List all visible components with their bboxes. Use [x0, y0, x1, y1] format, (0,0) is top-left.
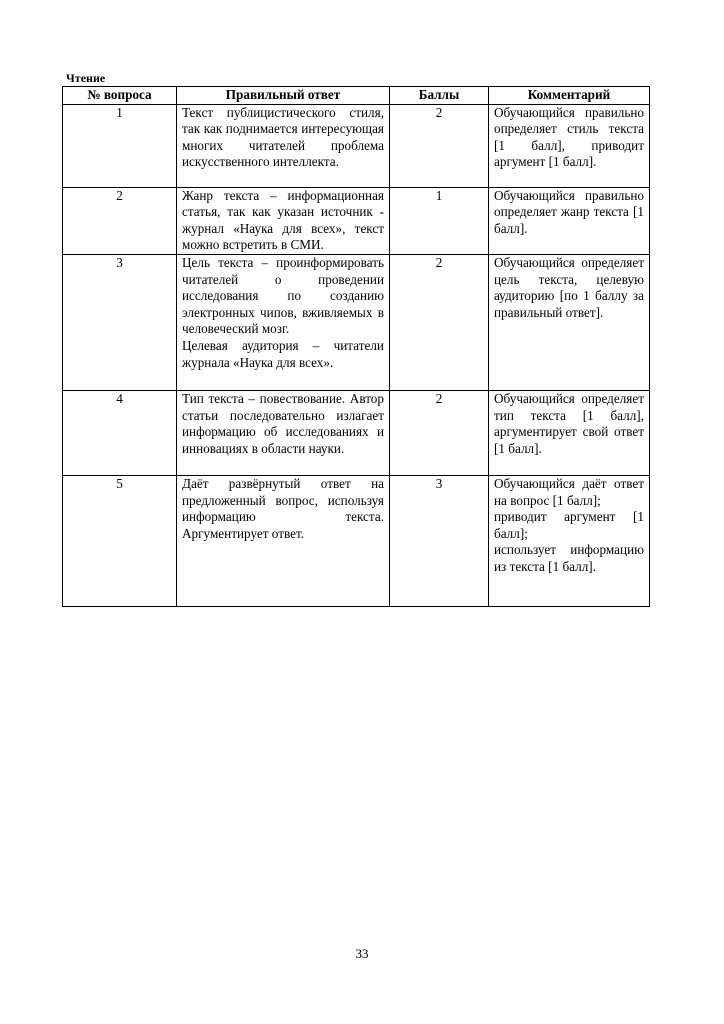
header-points: Баллы [390, 87, 489, 105]
comment-line: приводит аргумент [1 балл]; [494, 509, 644, 541]
answers-table [62, 86, 650, 607]
question-number: 2 [63, 187, 177, 254]
comment: Обучающийся определяет цель текста, целевую аудиторию [по 1 баллу за правильный ответ]. [489, 254, 650, 390]
question-number: 3 [63, 254, 177, 390]
points: 3 [390, 475, 489, 606]
question-number: 4 [63, 390, 177, 475]
comment: Обучающийся правильно определяет жанр текста [1 балл]. [489, 187, 650, 254]
points: 2 [390, 254, 489, 390]
correct-answer: Текст публицистического стиля, так как поднимается интересующая многих читателей проблема искусственного интеллекта. [177, 104, 390, 187]
comment [489, 475, 650, 606]
table-row [63, 390, 650, 475]
correct-answer: Даёт развёрнутый ответ на предложенный вопрос, используя информацию текста. Аргументирует ответ. [177, 475, 390, 606]
answer-paragraph: Цель текста – проинформировать читателей о проведении исследования по созданию электронных чипов, вживляемых в человеческий мозг. [182, 254, 384, 337]
page-number: 33 [355, 946, 369, 961]
table-row [63, 187, 650, 254]
header-comment: Комментарий [489, 87, 650, 105]
table-header-row [63, 87, 650, 105]
correct-answer: Жанр текста – информационная статья, так как указан источник - журнал «Наука для всех», текст можно встретить в СМИ. [177, 187, 390, 254]
points: 2 [390, 390, 489, 475]
comment-line: Обучающийся даёт ответ на вопрос [1 балл]; [494, 475, 644, 508]
correct-answer: Тип текста – повествование. Автор статьи последовательно излагает информацию об исследованиях и инновациях в области науки. [177, 390, 390, 475]
correct-answer [177, 254, 390, 390]
table-row [63, 475, 650, 606]
table-row [63, 104, 650, 187]
header-question-number: № вопроса [63, 87, 177, 105]
question-number: 1 [63, 104, 177, 187]
points: 1 [390, 187, 489, 254]
header-correct-answer: Правильный ответ [177, 87, 390, 105]
comment: Обучающийся определяет тип текста [1 балл], аргументирует свой ответ [1 балл]. [489, 390, 650, 475]
comment: Обучающийся правильно определяет стиль текста [1 балл], приводит аргумент [1 балл]. [489, 104, 650, 187]
section-title: Чтение [66, 71, 106, 85]
answer-paragraph: Целевая аудитория – читатели журнала «Наука для всех». [182, 337, 384, 370]
table-row [63, 254, 650, 390]
points: 2 [390, 104, 489, 187]
comment-line: использует информацию из текста [1 балл]. [494, 542, 644, 574]
question-number: 5 [63, 475, 177, 606]
